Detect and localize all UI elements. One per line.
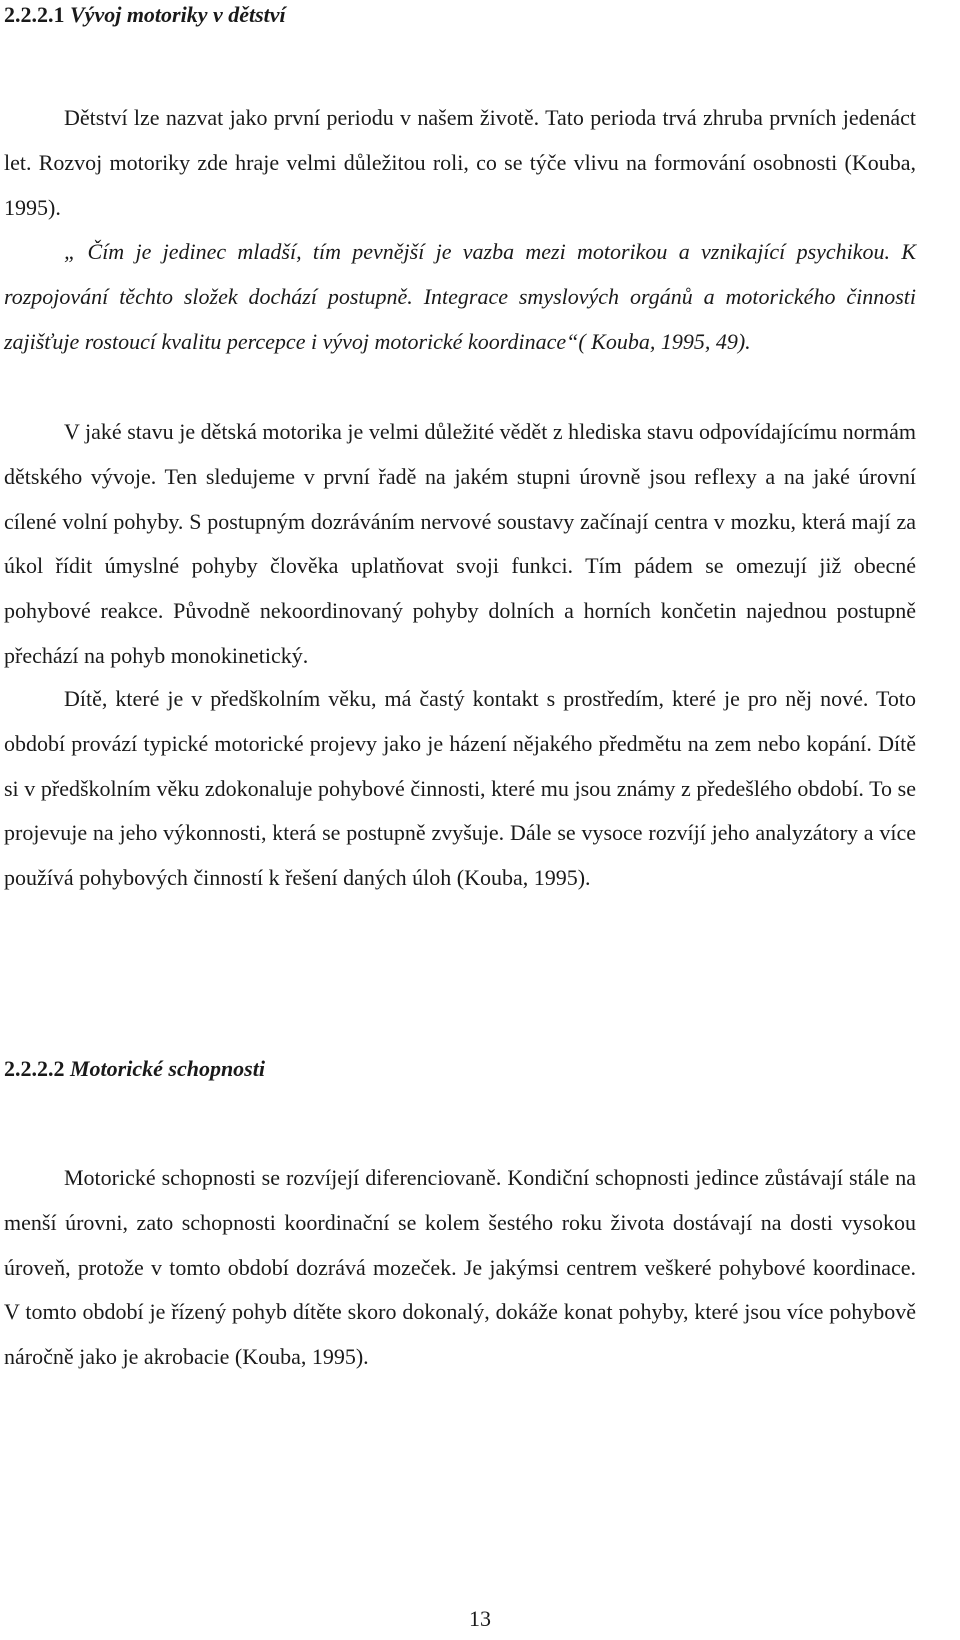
section-heading-2-2-2-2	[4, 1054, 265, 1084]
section-number: 2.2.2.2	[4, 1056, 65, 1081]
paragraph-motor-abilities: Motorické schopnosti se rozvíjejí diferenciovaně. Kondiční schopnosti jedince zůstávají stále na menší úrovni, zato schopnosti koordinační se kolem šestého roku života dostávají na dosti vysokou úroveň, protože v tomto období dozrává mozeček. Je jakýmsi centrem veškeré pohybové koordinace. V tomto období je řízený pohyb dítěte skoro dokonalý, dokáže konat pohyby, které jsou více pohybově náročně jako je akrobacie (Kouba, 1995).	[4, 1165, 916, 1370]
paragraph-quote	[4, 230, 916, 364]
quote-text: „ Čím je jedinec mladší, tím pevnější je vazba mezi motorikou a vznikající psychikou. K rozpojování těchto složek dochází postupně.	[4, 239, 916, 309]
section-title: Vývoj motoriky v dětství	[70, 2, 286, 27]
section-heading-2-2-2-1	[4, 0, 286, 30]
paragraph-childhood-intro: Dětství lze nazvat jako první periodu v našem životě. Tato perioda trvá zhruba prvních jedenáct let. Rozvoj motoriky zde hraje velmi důležitou roli, co se týče vlivu na formování osobnosti (Kouba, 1995).	[4, 105, 916, 220]
section-title: Motorické schopnosti	[70, 1056, 265, 1081]
page-number: 13	[469, 1606, 491, 1631]
section-number: 2.2.2.1	[4, 2, 65, 27]
paragraph-motor-state: V jaké stavu je dětská motorika je velmi důležité vědět z hlediska stavu odpovídajícímu normám dětského vývoje. Ten sledujeme v první řadě na jakém stupni úrovně jsou reflexy a na jaké úrovní cílené volní pohyby. S postupným dozráváním nervové soustavy začínají centra v mozku, která mají za úkol řídit úmyslné pohyby člověka uplatňovat svoji funkci. Tím pádem se omezují již obecné pohybové reakce. Původně nekoordinovaný pohyby dolních a horních končetin najednou postupně přechází na pohyb monokinetický.	[4, 419, 916, 668]
quote-continuation: Integrace smyslových orgánů a motorického činnosti zajišťuje rostoucí kvalitu percepce i vývoj motorické koordinace“( Kouba, 1995, 49).	[4, 283, 917, 354]
paragraph-preschool: Dítě, které je v předškolním věku, má častý kontakt s prostředím, které je pro něj nové. Toto období provází typické motorické projevy jako je házení nějakého předmětu na zem nebo kopání. Dítě si v předškolním věku zdokonaluje pohybové činnosti, které mu jsou známy z předešlého období. To se projevuje na jeho výkonnosti, která se postupně zvyšuje. Dále se vysoce rozvíjí jeho analyzátory a více používá pohybových činností k řešení daných úloh (Kouba, 1995).	[4, 686, 916, 891]
